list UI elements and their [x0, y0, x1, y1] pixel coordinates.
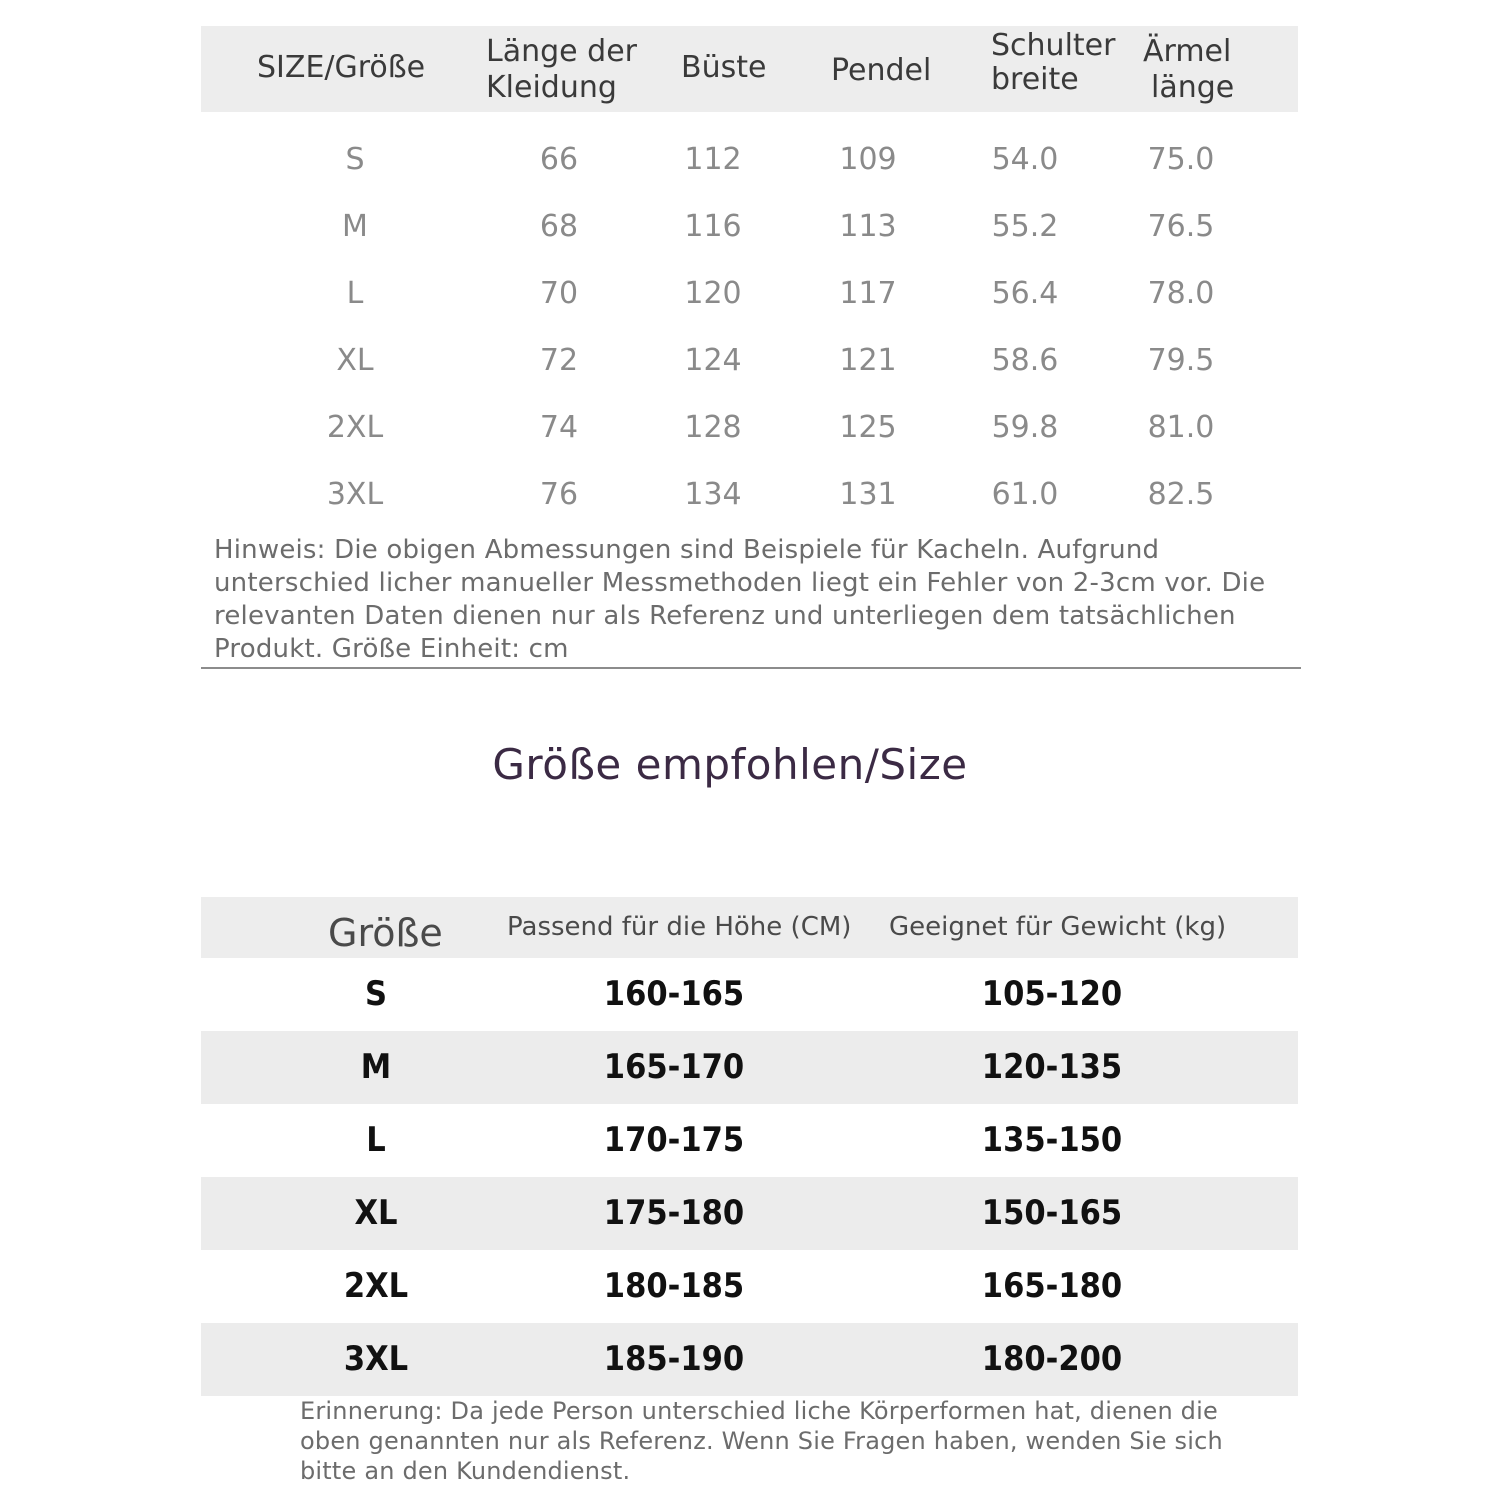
measurement-row: [201, 394, 1298, 461]
cell-shoulder: 56.4: [991, 276, 1059, 311]
cell-hem: 117: [839, 276, 897, 311]
recommendation-note: Erinnerung: Da jede Person unterschied liche Körperformen hat, dienen die oben genannten nur als Referenz. Wenn Sie Fragen haben, wenden Sie sich bitte an den Kundendienst.: [300, 1397, 1223, 1485]
recommendation-row: [201, 958, 1298, 1031]
measurement-table: [201, 26, 1298, 528]
recommendation-row: [201, 1177, 1298, 1250]
cell-size: 2XL: [326, 410, 384, 445]
measurement-row: [201, 461, 1298, 528]
cell-size: XL: [336, 343, 374, 378]
header-sleeve-line1: Ärmel: [1143, 34, 1232, 69]
measurement-row: [201, 126, 1298, 193]
cell-weight: 150-165: [981, 1193, 1123, 1233]
cell-sleeve: 79.5: [1147, 343, 1215, 378]
cell-sleeve: 75.0: [1147, 142, 1215, 177]
measurement-row: [201, 260, 1298, 327]
cell-length: 68: [539, 209, 579, 244]
cell-bust: 116: [684, 209, 742, 244]
cell-sleeve: 76.5: [1147, 209, 1215, 244]
cell-shoulder: 55.2: [991, 209, 1059, 244]
header-height: Passend für die Höhe (CM): [507, 912, 852, 942]
cell-bust: 124: [684, 343, 742, 378]
recommendation-row: [201, 1031, 1298, 1104]
header-shoulder-line2: breite: [991, 62, 1079, 97]
measurement-row: [201, 327, 1298, 394]
cell-length: 74: [539, 410, 579, 445]
cell-size: L: [346, 276, 364, 311]
cell-shoulder: 54.0: [991, 142, 1059, 177]
cell-size: M: [342, 209, 368, 244]
recommendation-table-header: [201, 897, 1298, 958]
cell-size: S: [364, 974, 388, 1014]
header-size: Größe: [328, 911, 443, 955]
recommendation-row: [201, 1323, 1298, 1396]
cell-hem: 113: [839, 209, 897, 244]
cell-bust: 112: [684, 142, 742, 177]
section-divider: [201, 667, 1301, 669]
cell-bust: 134: [684, 477, 742, 512]
measurement-row: [201, 193, 1298, 260]
cell-weight: 180-200: [981, 1339, 1123, 1379]
cell-hem: 121: [839, 343, 897, 378]
cell-height: 180-185: [603, 1266, 745, 1306]
cell-size: L: [366, 1120, 386, 1160]
cell-size: M: [360, 1047, 392, 1087]
cell-sleeve: 78.0: [1147, 276, 1215, 311]
cell-weight: 135-150: [981, 1120, 1123, 1160]
header-shoulder-line1: Schulter: [991, 28, 1116, 63]
cell-weight: 165-180: [981, 1266, 1123, 1306]
header-weight: Geeignet für Gewicht (kg): [889, 912, 1227, 942]
cell-size: XL: [354, 1193, 398, 1233]
header-hem: Pendel: [831, 53, 932, 88]
cell-shoulder: 58.6: [991, 343, 1059, 378]
header-bust: Büste: [681, 50, 767, 85]
cell-height: 165-170: [603, 1047, 745, 1087]
cell-length: 70: [539, 276, 579, 311]
cell-size: 3XL: [326, 477, 384, 512]
cell-length: 76: [539, 477, 579, 512]
cell-sleeve: 82.5: [1147, 477, 1215, 512]
cell-sleeve: 81.0: [1147, 410, 1215, 445]
cell-size: 2XL: [343, 1266, 409, 1306]
recommendation-row: [201, 1250, 1298, 1323]
measurement-note: Hinweis: Die obigen Abmessungen sind Beispiele für Kacheln. Aufgrund unterschied licher manueller Messmethoden liegt ein Fehler von 2-3cm vor. Die relevanten Daten dienen nur als Referenz und unterliegen dem tatsächlichen Produkt. Größe Einheit: cm: [214, 535, 1266, 664]
cell-length: 66: [539, 142, 579, 177]
cell-length: 72: [539, 343, 579, 378]
cell-hem: 131: [839, 477, 897, 512]
cell-hem: 109: [839, 142, 897, 177]
recommendation-table: [201, 897, 1298, 1396]
header-size: SIZE/Größe: [257, 50, 426, 85]
recommendation-row: [201, 1104, 1298, 1177]
cell-height: 160-165: [603, 974, 745, 1014]
cell-height: 175-180: [603, 1193, 745, 1233]
cell-height: 170-175: [603, 1120, 745, 1160]
cell-height: 185-190: [603, 1339, 745, 1379]
header-sleeve-line2: länge: [1151, 70, 1235, 105]
recommendation-title: Größe empfohlen/Size: [492, 740, 968, 789]
cell-bust: 128: [684, 410, 742, 445]
header-length-line1: Länge der: [486, 34, 637, 69]
cell-weight: 120-135: [981, 1047, 1123, 1087]
cell-shoulder: 61.0: [991, 477, 1059, 512]
cell-weight: 105-120: [981, 974, 1123, 1014]
cell-hem: 125: [839, 410, 897, 445]
cell-size: S: [345, 142, 365, 177]
cell-bust: 120: [684, 276, 742, 311]
measurement-table-header: [201, 26, 1298, 112]
cell-shoulder: 59.8: [991, 410, 1059, 445]
cell-size: 3XL: [343, 1339, 409, 1379]
header-length-line2: Kleidung: [486, 70, 617, 105]
